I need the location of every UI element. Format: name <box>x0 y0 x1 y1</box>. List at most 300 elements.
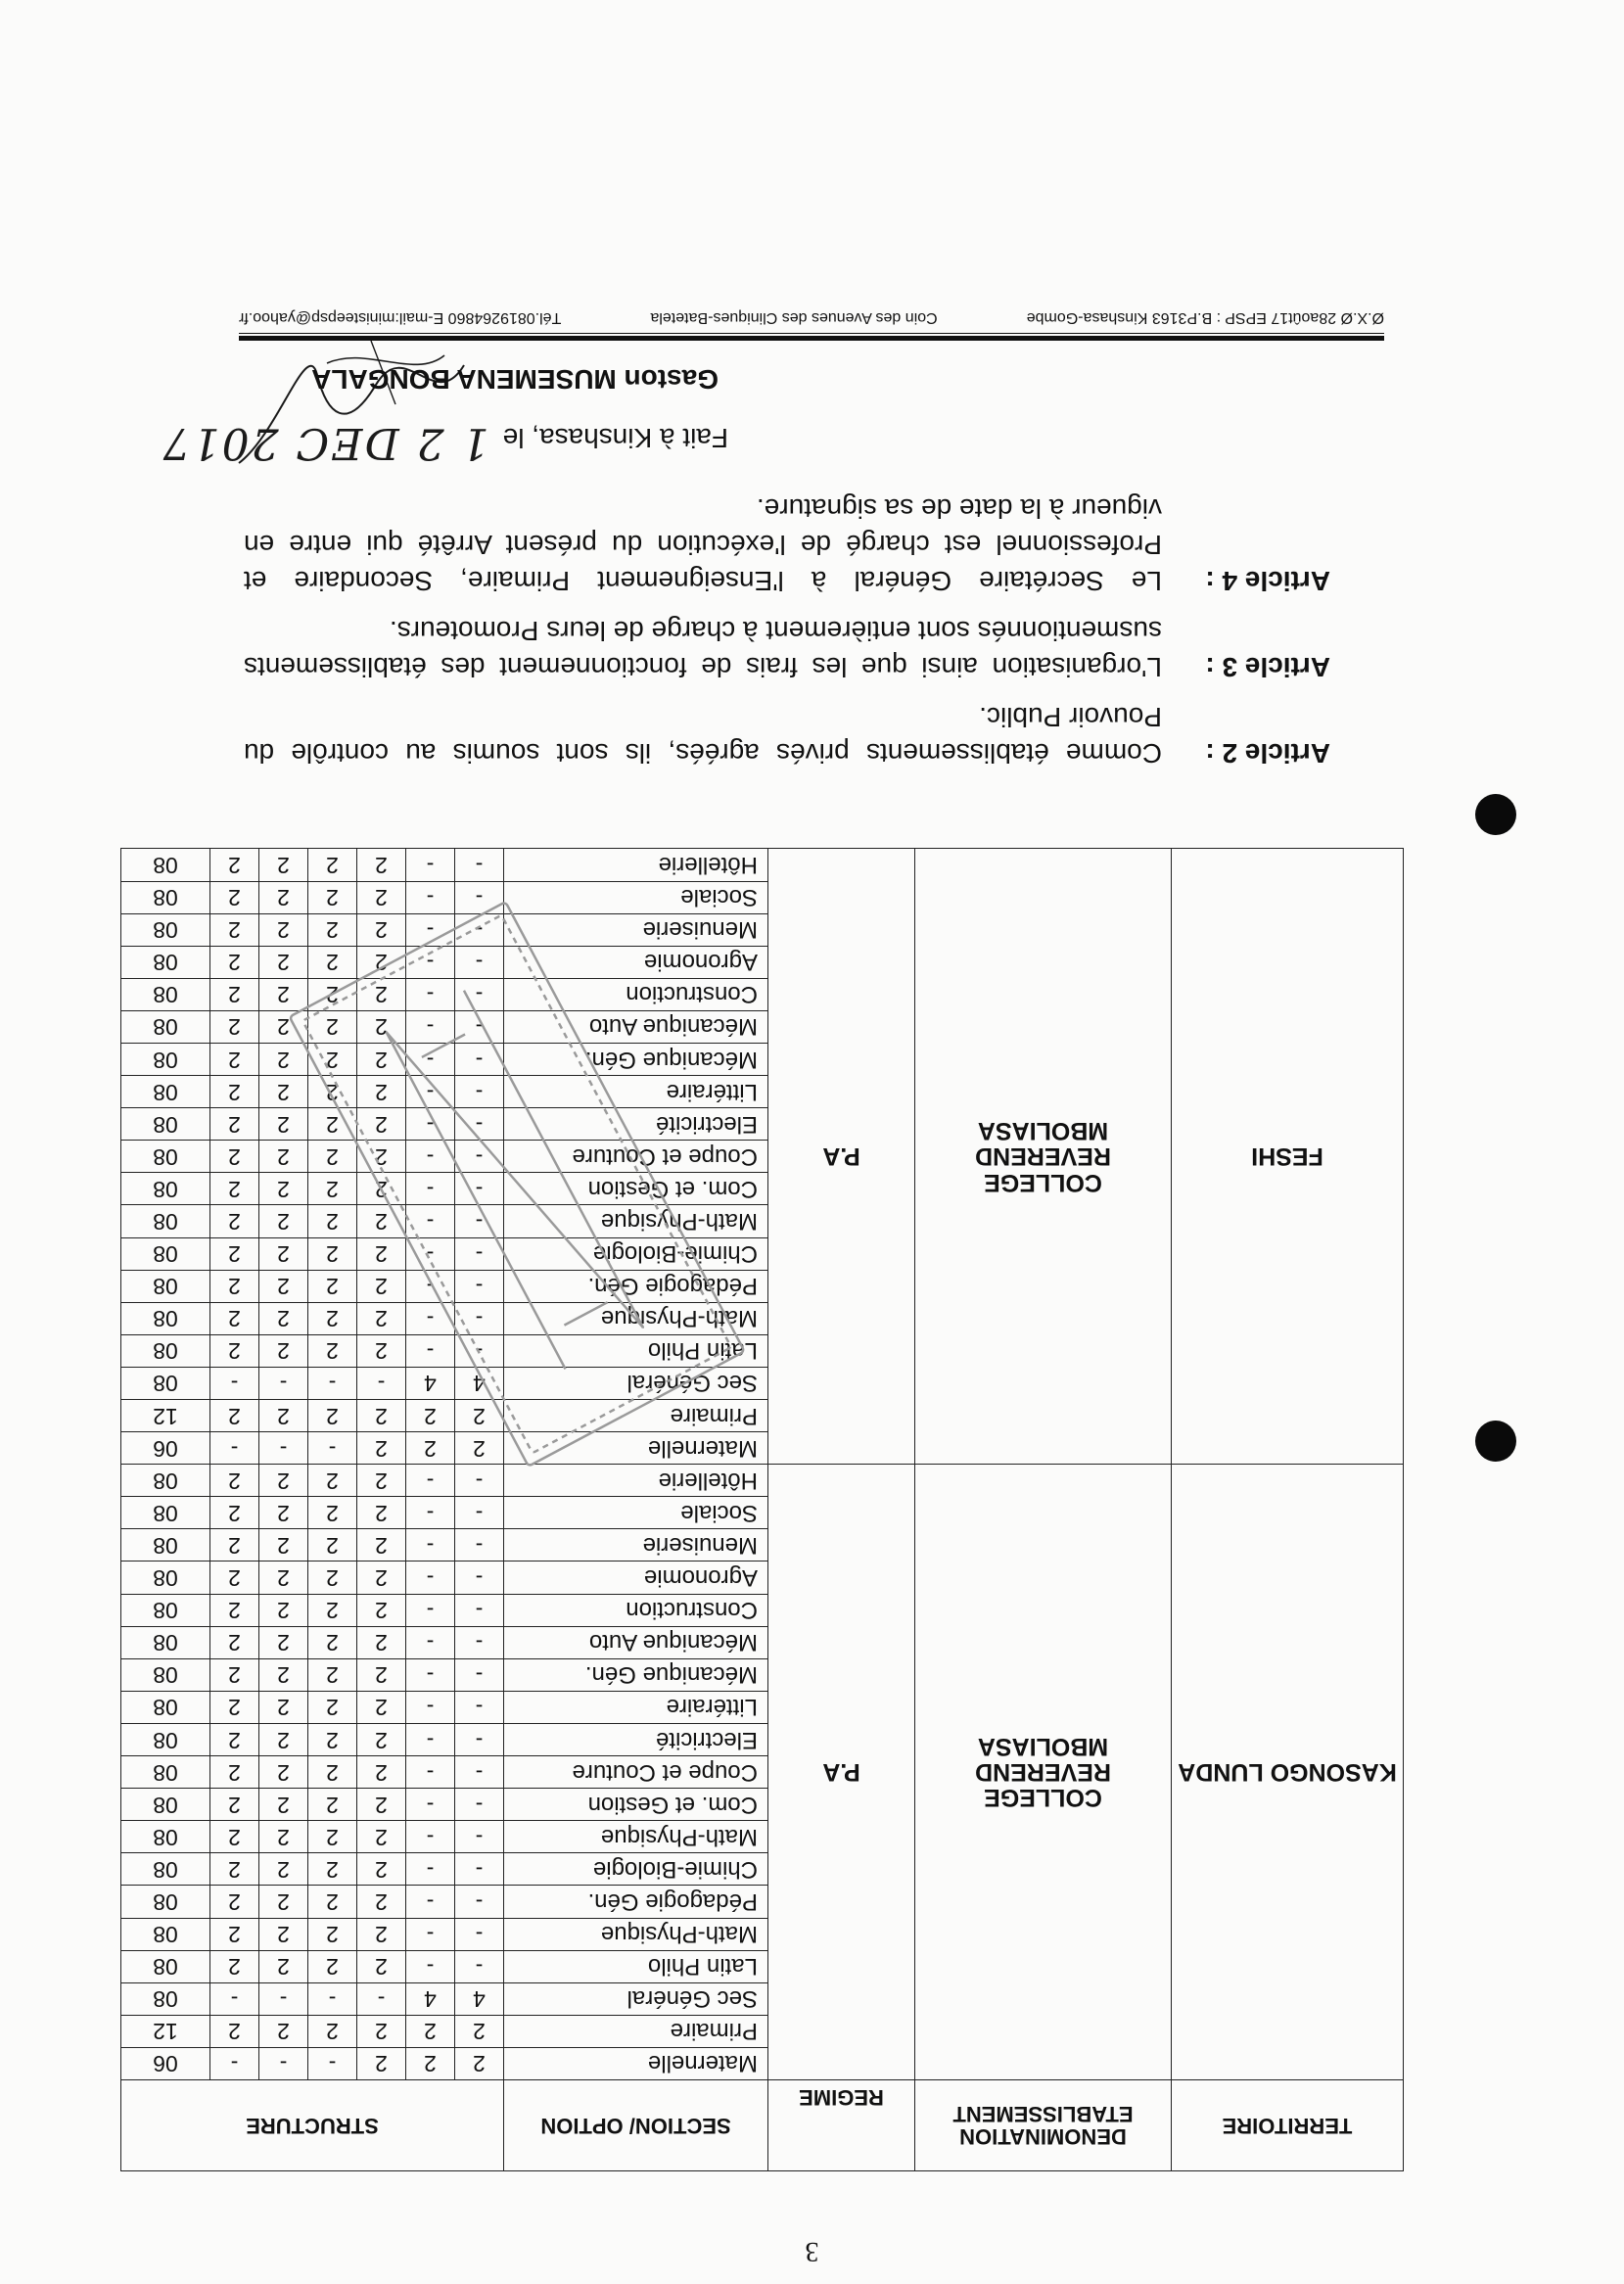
class-count-cell: - <box>406 1723 455 1755</box>
class-count-cell: - <box>406 1789 455 1821</box>
total-cell: 08 <box>120 1529 209 1562</box>
total-cell: 12 <box>120 2015 209 2047</box>
class-count-cell: 2 <box>210 978 259 1010</box>
class-count-cell: 2 <box>259 1950 308 1982</box>
class-count-cell: - <box>406 1108 455 1141</box>
table-row <box>120 2047 1403 2079</box>
class-count-cell: 4 <box>455 1367 504 1399</box>
total-cell: 08 <box>120 1918 209 1950</box>
class-count-cell: 2 <box>259 946 308 978</box>
class-count-cell: 2 <box>308 1334 357 1367</box>
class-count-cell: 2 <box>210 1044 259 1076</box>
option-cell: Math-Physique <box>504 1205 768 1237</box>
class-count-cell: 2 <box>259 1173 308 1205</box>
article-text: L'organisation ainsi que les frais de fonctionnement des établissements susmentionnés sont entièrement à charge de leurs Promoteurs. <box>244 616 1162 682</box>
class-count-cell: - <box>455 1205 504 1237</box>
class-count-cell: - <box>357 1982 406 2015</box>
articles-section <box>244 477 1330 771</box>
total-cell: 08 <box>120 1950 209 1982</box>
class-count-cell: 2 <box>210 1010 259 1043</box>
total-cell: 08 <box>120 1044 209 1076</box>
class-count-cell: - <box>455 1141 504 1173</box>
class-count-cell: - <box>406 1950 455 1982</box>
class-count-cell: - <box>259 2047 308 2079</box>
class-count-cell: - <box>406 1562 455 1594</box>
class-count-cell: 2 <box>259 1108 308 1141</box>
class-count-cell: 2 <box>308 1950 357 1982</box>
territory-cell: KASONGO LUNDA <box>1172 1465 1404 2080</box>
class-count-cell: - <box>406 1594 455 1626</box>
class-count-cell: 2 <box>357 1918 406 1950</box>
total-cell: 08 <box>120 1691 209 1723</box>
option-cell: Construction <box>504 1594 768 1626</box>
class-count-cell: 2 <box>259 1529 308 1562</box>
territory-cell: FESHI <box>1172 849 1404 1465</box>
option-cell: Primaire <box>504 2015 768 2047</box>
class-count-cell: - <box>406 1886 455 1918</box>
class-count-cell: 2 <box>308 1886 357 1918</box>
class-count-cell: 2 <box>210 1141 259 1173</box>
class-count-cell: 2 <box>308 913 357 946</box>
table-row <box>120 1432 1403 1465</box>
option-cell: Agronomie <box>504 946 768 978</box>
class-count-cell: 2 <box>259 881 308 913</box>
class-count-cell: 2 <box>259 1562 308 1594</box>
header-regime: REGIME <box>768 2080 915 2171</box>
option-cell: Pédagogie Gén. <box>504 1886 768 1918</box>
class-count-cell: 2 <box>308 1010 357 1043</box>
option-cell: Mécanique Auto <box>504 1010 768 1043</box>
class-count-cell: 2 <box>210 1270 259 1302</box>
class-count-cell: 2 <box>210 1756 259 1789</box>
class-count-cell: 2 <box>308 1853 357 1886</box>
class-count-cell: 2 <box>210 1594 259 1626</box>
class-count-cell: 2 <box>308 2015 357 2047</box>
option-cell: Electricité <box>504 1108 768 1141</box>
class-count-cell: 2 <box>259 1853 308 1886</box>
class-count-cell: 2 <box>308 1044 357 1076</box>
option-cell: Latin Philo <box>504 1334 768 1367</box>
option-cell: Math-Physique <box>504 1918 768 1950</box>
article-label: Article 3 : <box>1205 652 1330 682</box>
class-count-cell: 2 <box>357 1886 406 1918</box>
class-count-cell: 2 <box>259 1497 308 1529</box>
option-cell: Mécanique Auto <box>504 1626 768 1658</box>
class-count-cell: - <box>259 1432 308 1465</box>
class-count-cell: 2 <box>357 1270 406 1302</box>
class-count-cell: 2 <box>259 1400 308 1432</box>
option-cell: Hôtellerie <box>504 849 768 881</box>
total-cell: 08 <box>120 1853 209 1886</box>
class-count-cell: - <box>406 1141 455 1173</box>
class-count-cell: 2 <box>210 1529 259 1562</box>
class-count-cell: 2 <box>357 1432 406 1465</box>
class-count-cell: - <box>455 849 504 881</box>
class-count-cell: 2 <box>210 946 259 978</box>
total-cell: 08 <box>120 1723 209 1755</box>
class-count-cell: 2 <box>210 1173 259 1205</box>
table-body <box>120 849 1403 2080</box>
total-cell: 08 <box>120 1756 209 1789</box>
class-count-cell: - <box>406 1497 455 1529</box>
header-structure: STRUCTURE <box>120 2080 503 2171</box>
class-count-cell: - <box>455 1529 504 1562</box>
class-count-cell: 2 <box>308 1723 357 1755</box>
class-count-cell: 2 <box>259 1658 308 1691</box>
option-cell: Agronomie <box>504 1562 768 1594</box>
class-count-cell: 2 <box>210 1789 259 1821</box>
class-count-cell: - <box>406 913 455 946</box>
class-count-cell: 2 <box>308 1465 357 1497</box>
class-count-cell: 2 <box>357 1302 406 1334</box>
total-cell: 06 <box>120 2047 209 2079</box>
option-cell: Mécanique Gén. <box>504 1658 768 1691</box>
class-count-cell: 2 <box>357 1658 406 1691</box>
punch-hole-bottom <box>1475 794 1516 835</box>
class-count-cell: 2 <box>308 849 357 881</box>
class-count-cell: - <box>308 1432 357 1465</box>
article-text: Le Secrétaire Général à l'Enseignement Primaire, Secondaire et Professionnel est chargé de l'exécution du présent Arrêté qui entre en vigueur à la date de sa signature. <box>244 493 1162 596</box>
total-cell: 08 <box>120 978 209 1010</box>
class-count-cell: - <box>455 1497 504 1529</box>
total-cell: 08 <box>120 881 209 913</box>
class-count-cell: - <box>406 1270 455 1302</box>
total-cell: 08 <box>120 1173 209 1205</box>
total-cell: 08 <box>120 1821 209 1853</box>
class-count-cell: 2 <box>357 946 406 978</box>
class-count-cell: - <box>406 1756 455 1789</box>
class-count-cell: - <box>406 1626 455 1658</box>
class-count-cell: 2 <box>210 1886 259 1918</box>
class-count-cell: 2 <box>357 1789 406 1821</box>
class-count-cell: 2 <box>357 978 406 1010</box>
class-count-cell: 2 <box>357 1853 406 1886</box>
class-count-cell: 2 <box>357 1562 406 1594</box>
total-cell: 08 <box>120 1108 209 1141</box>
date-stamp: 1 2 DEC 2017 <box>161 418 489 468</box>
class-count-cell: 2 <box>455 1400 504 1432</box>
class-count-cell: 2 <box>357 1205 406 1237</box>
class-count-cell: - <box>455 1918 504 1950</box>
class-count-cell: 2 <box>210 1108 259 1141</box>
class-count-cell: 2 <box>210 1691 259 1723</box>
total-cell: 08 <box>120 1076 209 1108</box>
class-count-cell: - <box>455 946 504 978</box>
footer-phone-email: Tél.0819264860 E-mail:ministeepsp@yahoo.fr <box>239 309 562 326</box>
footer-rule <box>239 336 1384 341</box>
class-count-cell: 2 <box>455 2047 504 2079</box>
total-cell: 06 <box>120 1432 209 1465</box>
class-count-cell: - <box>455 1562 504 1594</box>
option-cell: Littéraire <box>504 1691 768 1723</box>
class-count-cell: 2 <box>308 1789 357 1821</box>
class-count-cell: - <box>210 1367 259 1399</box>
page-number: 3 <box>805 2236 819 2266</box>
class-count-cell: - <box>406 1044 455 1076</box>
class-count-cell: - <box>455 1789 504 1821</box>
class-count-cell: - <box>455 913 504 946</box>
class-count-cell: - <box>406 1691 455 1723</box>
total-cell: 08 <box>120 1237 209 1270</box>
option-cell: Littéraire <box>504 1076 768 1108</box>
denomination-cell: COLLEGE REVEREND MBOLIASA <box>915 1465 1172 2080</box>
total-cell: 08 <box>120 1205 209 1237</box>
class-count-cell: 2 <box>259 1465 308 1497</box>
option-cell: Coupe et Couture <box>504 1141 768 1173</box>
class-count-cell: - <box>455 1173 504 1205</box>
class-count-cell: 2 <box>210 1562 259 1594</box>
class-count-cell: - <box>455 1756 504 1789</box>
class-count-cell: - <box>455 1010 504 1043</box>
class-count-cell: - <box>210 1982 259 2015</box>
place-date-label: Fait à Kinshasa, le <box>502 423 728 453</box>
total-cell: 08 <box>120 1141 209 1173</box>
class-count-cell: - <box>406 1302 455 1334</box>
class-count-cell: 2 <box>210 1918 259 1950</box>
footer-street: Coin des Avenues des Cliniques-Batetela <box>650 309 938 326</box>
total-cell: 08 <box>120 1886 209 1918</box>
class-count-cell: 2 <box>357 1465 406 1497</box>
class-count-cell: 2 <box>357 1497 406 1529</box>
class-count-cell: 2 <box>308 1173 357 1205</box>
option-cell: Coupe et Couture <box>504 1756 768 1789</box>
article-label: Article 2 : <box>1205 738 1330 769</box>
class-count-cell: - <box>455 1658 504 1691</box>
denomination-cell: COLLEGE REVEREND MBOLIASA <box>915 849 1172 1465</box>
class-count-cell: 2 <box>210 849 259 881</box>
class-count-cell: 2 <box>357 881 406 913</box>
class-count-cell: 2 <box>406 2015 455 2047</box>
option-cell: Math-Physique <box>504 1821 768 1853</box>
class-count-cell: 2 <box>406 1432 455 1465</box>
class-count-cell: 2 <box>210 1205 259 1237</box>
option-cell: Com. et Gestion <box>504 1789 768 1821</box>
option-cell: Pédagogie Gén. <box>504 1270 768 1302</box>
table-header-row <box>120 2080 1403 2171</box>
article-text: Comme établissements privés agréés, ils sont soumis au contrôle du Pouvoir Public. <box>244 702 1162 769</box>
option-cell: Primaire <box>504 1400 768 1432</box>
class-count-cell: - <box>259 1982 308 2015</box>
option-cell: Sociale <box>504 1497 768 1529</box>
class-count-cell: 2 <box>210 881 259 913</box>
class-count-cell: - <box>210 1432 259 1465</box>
class-count-cell: 2 <box>308 1626 357 1658</box>
class-count-cell: 2 <box>308 1529 357 1562</box>
footer-address: Ø.X.Ø 28août17 EPSP : B.P3163 Kinshasa-Gombe <box>1026 309 1384 326</box>
class-count-cell: - <box>455 881 504 913</box>
class-count-cell: - <box>406 1173 455 1205</box>
footer-contact <box>239 308 1384 326</box>
total-cell: 08 <box>120 1626 209 1658</box>
class-count-cell: 2 <box>357 1010 406 1043</box>
class-count-cell: - <box>455 1076 504 1108</box>
class-count-cell: - <box>259 1367 308 1399</box>
class-count-cell: 2 <box>210 1465 259 1497</box>
total-cell: 08 <box>120 1270 209 1302</box>
header-denomination: DENOMINATION ETABLISSEMENT <box>915 2080 1172 2171</box>
regime-cell: P.A <box>768 1465 915 2080</box>
class-count-cell: 2 <box>308 1918 357 1950</box>
handwritten-signature <box>229 326 484 473</box>
class-count-cell: - <box>406 1237 455 1270</box>
class-count-cell: 2 <box>357 1723 406 1755</box>
class-count-cell: 2 <box>357 1237 406 1270</box>
total-cell: 08 <box>120 1594 209 1626</box>
class-count-cell: - <box>210 2047 259 2079</box>
total-cell: 08 <box>120 1497 209 1529</box>
class-count-cell: 2 <box>357 1821 406 1853</box>
class-count-cell: 2 <box>259 978 308 1010</box>
class-count-cell: 2 <box>308 946 357 978</box>
class-count-cell: 2 <box>259 1723 308 1755</box>
class-count-cell: 2 <box>259 1076 308 1108</box>
class-count-cell: - <box>406 946 455 978</box>
class-count-cell: 2 <box>455 1432 504 1465</box>
class-count-cell: 2 <box>357 1173 406 1205</box>
option-cell: Hôtellerie <box>504 1465 768 1497</box>
class-count-cell: 2 <box>308 1400 357 1432</box>
class-count-cell: 2 <box>406 2047 455 2079</box>
class-count-cell: - <box>406 849 455 881</box>
class-count-cell: 2 <box>259 1044 308 1076</box>
class-count-cell: 2 <box>259 1821 308 1853</box>
class-count-cell: 2 <box>357 1141 406 1173</box>
option-cell: Latin Philo <box>504 1950 768 1982</box>
class-count-cell: - <box>406 978 455 1010</box>
footer-rule-thin <box>239 333 1384 334</box>
class-count-cell: 2 <box>259 1302 308 1334</box>
class-count-cell: - <box>406 1010 455 1043</box>
class-count-cell: 2 <box>259 1594 308 1626</box>
schools-structure-table <box>120 848 1404 2171</box>
class-count-cell: 2 <box>210 1821 259 1853</box>
class-count-cell: - <box>455 1594 504 1626</box>
class-count-cell: 2 <box>210 1076 259 1108</box>
class-count-cell: 2 <box>308 1658 357 1691</box>
option-cell: Menuiserie <box>504 1529 768 1562</box>
class-count-cell: 2 <box>210 1400 259 1432</box>
class-count-cell: 2 <box>357 1756 406 1789</box>
class-count-cell: - <box>455 978 504 1010</box>
punch-hole-top <box>1475 1421 1516 1462</box>
class-count-cell: 2 <box>357 1400 406 1432</box>
total-cell: 08 <box>120 849 209 881</box>
regime-cell: P.A <box>768 849 915 1465</box>
option-cell: Sec Général <box>504 1982 768 2015</box>
class-count-cell: 2 <box>308 1756 357 1789</box>
class-count-cell: - <box>455 1465 504 1497</box>
class-count-cell: 2 <box>259 2015 308 2047</box>
class-count-cell: 4 <box>455 1982 504 2015</box>
total-cell: 08 <box>120 1658 209 1691</box>
total-cell: 08 <box>120 1367 209 1399</box>
class-count-cell: 2 <box>357 2015 406 2047</box>
class-count-cell: - <box>308 1367 357 1399</box>
class-count-cell: 2 <box>357 1626 406 1658</box>
option-cell: Sociale <box>504 881 768 913</box>
article-paragraph <box>244 699 1330 771</box>
option-cell: Math-Physique <box>504 1302 768 1334</box>
class-count-cell: 2 <box>308 1594 357 1626</box>
class-count-cell: 2 <box>210 1302 259 1334</box>
class-count-cell: 2 <box>357 913 406 946</box>
class-count-cell: 2 <box>308 1562 357 1594</box>
option-cell: Com. et Gestion <box>504 1173 768 1205</box>
class-count-cell: - <box>455 1886 504 1918</box>
class-count-cell: 2 <box>308 881 357 913</box>
option-cell: Electricité <box>504 1723 768 1755</box>
total-cell: 08 <box>120 1334 209 1367</box>
class-count-cell: - <box>406 881 455 913</box>
class-count-cell: 2 <box>308 1237 357 1270</box>
class-count-cell: 4 <box>406 1982 455 2015</box>
class-count-cell: 2 <box>259 849 308 881</box>
class-count-cell: 2 <box>210 913 259 946</box>
header-section-option: SECTION/ OPTION <box>504 2080 768 2171</box>
class-count-cell: - <box>455 1691 504 1723</box>
total-cell: 08 <box>120 1562 209 1594</box>
class-count-cell: - <box>406 1821 455 1853</box>
class-count-cell: 2 <box>210 1334 259 1367</box>
class-count-cell: 2 <box>357 1044 406 1076</box>
class-count-cell: 2 <box>259 1756 308 1789</box>
class-count-cell: - <box>455 1270 504 1302</box>
class-count-cell: 2 <box>259 1918 308 1950</box>
class-count-cell: 2 <box>210 1658 259 1691</box>
class-count-cell: 2 <box>406 1400 455 1432</box>
class-count-cell: 2 <box>308 1821 357 1853</box>
class-count-cell: 2 <box>308 1205 357 1237</box>
class-count-cell: - <box>406 1076 455 1108</box>
class-count-cell: 2 <box>308 1497 357 1529</box>
total-cell: 08 <box>120 946 209 978</box>
option-cell: Chimie-Biologie <box>504 1853 768 1886</box>
class-count-cell: - <box>357 1367 406 1399</box>
class-count-cell: - <box>406 1658 455 1691</box>
class-count-cell: 2 <box>259 913 308 946</box>
class-count-cell: 2 <box>357 1950 406 1982</box>
total-cell: 12 <box>120 1400 209 1432</box>
article-paragraph <box>244 490 1330 599</box>
class-count-cell: 2 <box>259 1626 308 1658</box>
class-count-cell: - <box>455 1853 504 1886</box>
class-count-cell: - <box>406 1205 455 1237</box>
class-count-cell: - <box>308 1982 357 2015</box>
class-count-cell: - <box>406 1465 455 1497</box>
class-count-cell: 2 <box>259 1270 308 1302</box>
class-count-cell: 2 <box>259 1205 308 1237</box>
class-count-cell: 2 <box>210 1723 259 1755</box>
option-cell: Menuiserie <box>504 913 768 946</box>
header-territory: TERRITOIRE <box>1172 2080 1404 2171</box>
class-count-cell: 2 <box>210 1626 259 1658</box>
class-count-cell: - <box>455 1723 504 1755</box>
class-count-cell: 2 <box>357 849 406 881</box>
signatory-name: Gaston MUSEMENA BONGALA <box>311 364 719 395</box>
class-count-cell: - <box>455 1108 504 1141</box>
class-count-cell: - <box>406 1918 455 1950</box>
class-count-cell: 2 <box>259 1691 308 1723</box>
class-count-cell: 2 <box>259 1334 308 1367</box>
class-count-cell: - <box>406 1853 455 1886</box>
class-count-cell: 2 <box>259 1237 308 1270</box>
class-count-cell: 2 <box>308 1302 357 1334</box>
class-count-cell: - <box>455 1334 504 1367</box>
class-count-cell: 2 <box>455 2015 504 2047</box>
class-count-cell: 2 <box>308 1076 357 1108</box>
total-cell: 08 <box>120 1982 209 2015</box>
class-count-cell: - <box>455 1626 504 1658</box>
